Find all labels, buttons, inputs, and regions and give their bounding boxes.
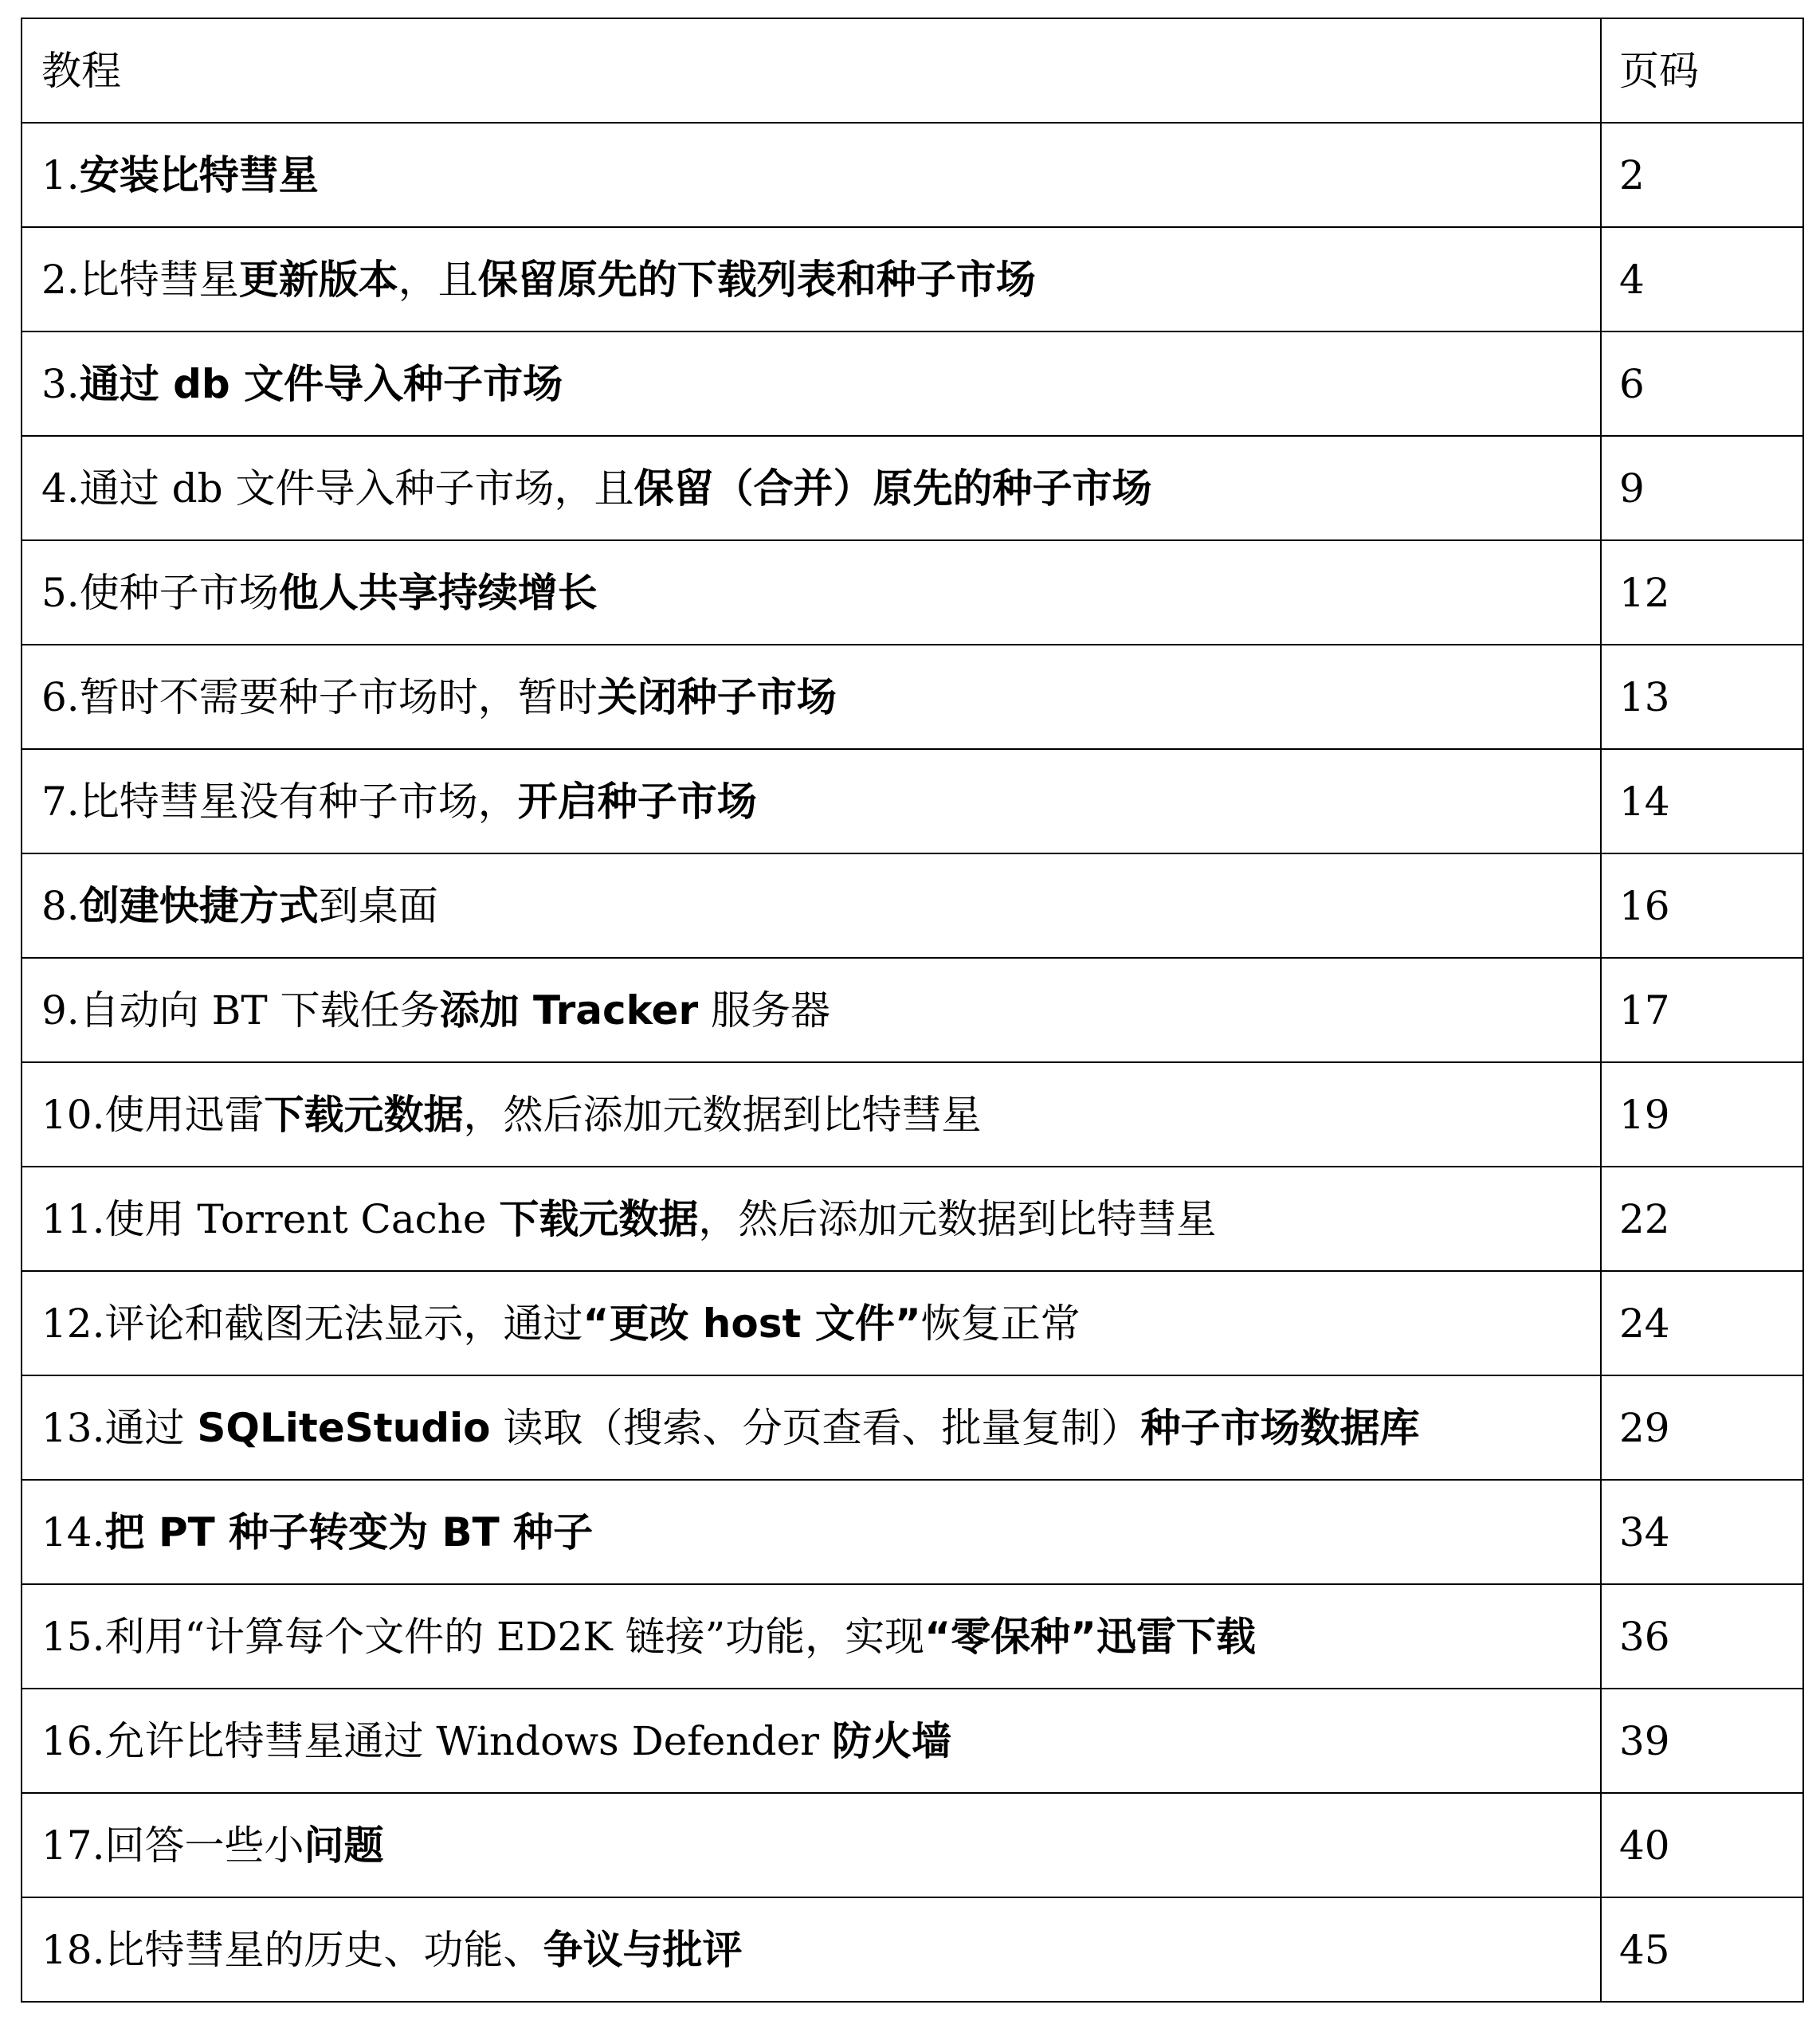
toc-row [22,1793,1803,1897]
title-segment: ，然后添加元数据到比特彗星 [698,1195,1217,1242]
toc-entry-title [22,540,1601,645]
toc-entry-title [22,332,1601,436]
title-segment-bold: 保留（合并）原先的种子市场 [633,465,1152,512]
toc-row [22,1689,1803,1793]
title-segment: 恢复正常 [920,1300,1081,1347]
title-segment-bold: 关闭种子市场 [597,673,837,720]
title-segment: 7.比特彗星没有种子市场， [41,778,518,825]
title-segment-bold: 下载元数据 [499,1195,699,1242]
toc-entry-page: 29 [1601,1375,1803,1480]
title-segment: 1. [41,151,80,198]
toc-row [22,1167,1803,1271]
toc-entry-title [22,436,1601,540]
title-segment: 14. [41,1508,105,1556]
toc-entry-page: 19 [1601,1062,1803,1167]
toc-entry-title [22,853,1601,958]
toc-entry-title [22,958,1601,1062]
header-page-cell: 页码 [1601,18,1803,123]
toc-entry-title [22,1584,1601,1689]
toc-row [22,540,1803,645]
title-segment: ，且 [398,256,478,303]
toc-entry-title [22,1793,1601,1897]
toc-entry-title [22,123,1601,227]
toc-entry-page: 22 [1601,1167,1803,1271]
title-segment: 11.使用 Torrent Cache [41,1195,500,1242]
toc-entry-page: 13 [1601,645,1803,749]
title-segment: ，然后添加元数据到比特彗星 [463,1091,982,1138]
toc-entry-title [22,1167,1601,1271]
title-segment-bold: 添加 Tracker [439,987,699,1034]
title-segment: 9.自动向 BT 下载任务 [41,987,440,1034]
title-segment-bold: 开启种子市场 [517,778,757,825]
toc-row [22,1584,1803,1689]
title-segment: 18.比特彗星的历史、功能、 [41,1926,543,1973]
title-segment-bold: 他人共享持续增长 [278,569,598,616]
title-segment: 10.使用迅雷 [41,1091,265,1138]
toc-entry-page: 39 [1601,1689,1803,1793]
title-segment: 12.评论和截图无法显示，通过 [41,1300,583,1347]
toc-entry-page: 45 [1601,1897,1803,2002]
toc-entry-title [22,1062,1601,1167]
toc-row [22,853,1803,958]
toc-row [22,645,1803,749]
toc-row [22,332,1803,436]
toc-entry-page: 36 [1601,1584,1803,1689]
toc-entry-page: 6 [1601,332,1803,436]
title-segment: 读取（搜索、分页查看、批量复制） [490,1404,1141,1451]
toc-entry-title [22,1480,1601,1584]
toc-entry-page: 9 [1601,436,1803,540]
toc-row [22,958,1803,1062]
toc-row [22,227,1803,332]
title-segment-bold: 下载元数据 [264,1091,464,1138]
title-segment: 17.回答一些小 [41,1822,304,1869]
toc-row [22,1375,1803,1480]
title-segment: 服务器 [698,987,831,1034]
toc-row [22,1897,1803,2002]
header-title-cell: 教程 [22,18,1601,123]
title-segment-bold: “零保种”迅雷下载 [924,1613,1256,1660]
title-segment: 15.利用“计算每个文件的 ED2K 链接”功能，实现 [41,1613,925,1660]
toc-entry-page: 2 [1601,123,1803,227]
toc-row [22,1271,1803,1375]
toc-entry-page: 40 [1601,1793,1803,1897]
title-segment: 8. [41,882,80,929]
toc-row [22,123,1803,227]
toc-entry-page: 24 [1601,1271,1803,1375]
toc-entry-title [22,1689,1601,1793]
toc-row [22,749,1803,853]
toc-header-row [22,18,1803,123]
toc-entry-page: 34 [1601,1480,1803,1584]
toc-entry-title [22,749,1601,853]
title-segment-bold: 问题 [304,1822,384,1869]
title-segment-bold: 种子市场数据库 [1140,1404,1420,1451]
title-segment: 16.允许比特彗星通过 Windows Defender [41,1717,832,1764]
toc-entry-page: 12 [1601,540,1803,645]
toc-body [22,18,1803,2002]
title-segment: 到桌面 [318,882,438,929]
toc-entry-page: 14 [1601,749,1803,853]
toc-entry-title [22,1897,1601,2002]
title-segment: 5.使种子市场 [41,569,279,616]
title-segment-bold: 防火墙 [831,1717,951,1764]
toc-entry-page: 17 [1601,958,1803,1062]
toc-entry-page: 16 [1601,853,1803,958]
title-segment-bold: SQLiteStudio [197,1404,491,1451]
title-segment-bold: 争议与批评 [543,1926,743,1973]
title-segment: 3. [41,360,80,407]
title-segment-bold: 把 PT 种子转变为 BT 种子 [104,1508,594,1556]
toc-entry-title [22,645,1601,749]
toc-entry-title [22,1271,1601,1375]
toc-entry-title [22,1375,1601,1480]
title-segment: 2.比特彗星 [41,256,239,303]
toc-entry-page: 4 [1601,227,1803,332]
title-segment: 13.通过 [41,1404,198,1451]
title-segment-bold: 更新版本 [238,256,398,303]
title-segment: 6.暂时不需要种子市场时，暂时 [41,673,598,720]
toc-row [22,436,1803,540]
title-segment-bold: “更改 host 文件” [582,1300,921,1347]
title-segment-bold: 保留原先的下载列表和种子市场 [477,256,1036,303]
title-segment-bold: 安装比特彗星 [79,151,319,198]
toc-entry-title [22,227,1601,332]
toc-table [21,18,1804,2003]
toc-row [22,1062,1803,1167]
title-segment-bold: 创建快捷方式 [79,882,319,929]
title-segment-bold: 通过 db 文件导入种子市场 [79,360,563,407]
toc-row [22,1480,1803,1584]
title-segment: 4.通过 db 文件导入种子市场，且 [41,465,634,512]
